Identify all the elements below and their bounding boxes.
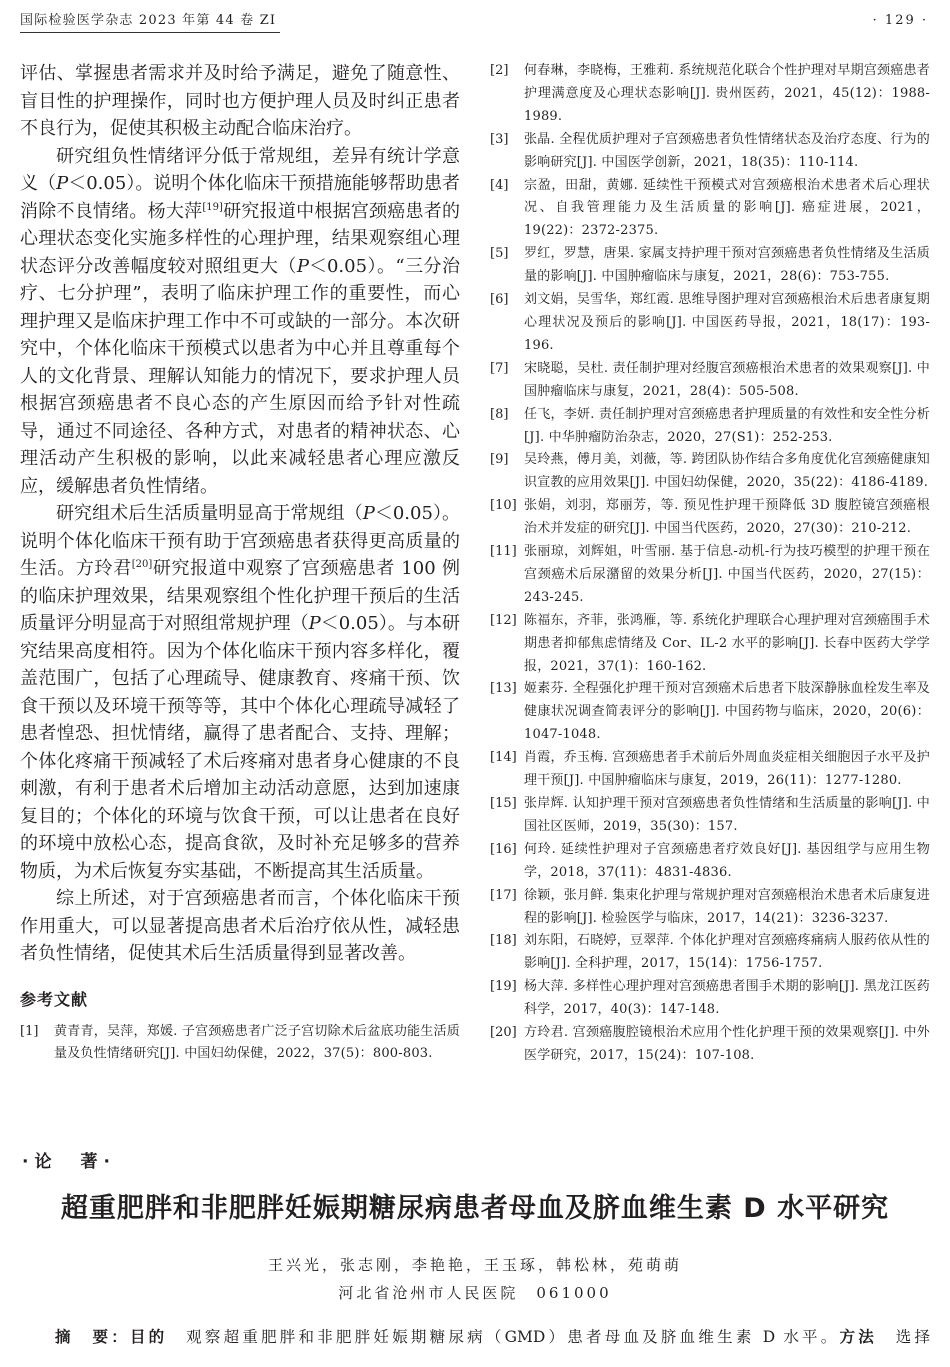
reference-text: 方玲君. 宫颈癌腹腔镜根治术应用个性化护理干预的效果观察[J]. 中外医学研究，2017，15(24)：107-108.	[524, 1025, 930, 1063]
p-value-symbol: P	[308, 613, 321, 634]
reference-text: 黄青青，吴萍，郑媛. 子宫颈癌患者广泛子宫切除术后盆底功能生活质量及负性情绪研究[J]. 中国妇幼保健，2022，37(5)：800-803.	[54, 1023, 460, 1062]
reference-number: [7]	[490, 360, 509, 376]
reference-text: 罗红，罗慧，唐果. 家属支持护理干预对宫颈癌患者负性情绪及生活质量的影响[J]. 中国肿瘤临床与康复，2021，28(6)：753-755.	[524, 246, 930, 285]
body-paragraph-4: 综上所述，对于宫颈癌患者而言，个体化临床干预作用重大，可以显著提高患者术后治疗依从性，减轻患者负性情绪，促使其术后生活质量得到显著改善。	[20, 888, 460, 964]
text-segment: ＜0.05）。与本研究结果高度相符。因为个体化临床干预内容多样化，覆盖范围广，包括了心理疏导、健康教育、疼痛干预、饮食干预以及环境干预等等，其中个体化心理疏导减轻了患者惶恐、担忧情绪，赢得了患者配合、支持、理解；个体化疼痛干预减轻了术后疼痛对患者身心健康的不良刺激，有利于患者术后增加主动活动意愿，达到加速康复目的；个体化的环境与饮食干预，可以让患者在良好的环境中放松心态，提高食欲，及时补充足够多的营养物质，为术后恢复夯实基础，不断提高其生活质量。	[20, 613, 460, 882]
reference-text: 宗盈，田甜，黄娜. 延续性干预模式对宫颈癌根治术患者术后心理状况、自我管理能力及生活质量的影响[J]. 癌症进展，2021，19(22)：2372-2375.	[524, 177, 930, 239]
body-paragraph-3	[20, 500, 460, 885]
reference-item	[490, 610, 930, 679]
p-value-symbol: P	[362, 503, 375, 524]
references-heading: 参考文献	[20, 989, 89, 1009]
reference-text: 张岸辉. 认知护理干预对宫颈癌患者负性情绪和生活质量的影响[J]. 中国社区医师，2019，35(30)：157.	[524, 796, 930, 834]
reference-number: [5]	[490, 246, 509, 262]
article-abstract	[55, 1324, 930, 1350]
reference-number: [9]	[490, 452, 509, 468]
body-paragraph-1: 评估、掌握患者需求并及时给予满足，避免了随意性、盲目性的护理操作，同时也方便护理人员及时纠正患者不良行为，促使其积极主动配合临床治疗。	[20, 63, 460, 139]
reference-number: [13]	[490, 681, 517, 697]
reference-text: 杨大萍. 多样性心理护理对宫颈癌患者围手术期的影响[J]. 黑龙江医药科学，2017，40(3)：147-148.	[524, 979, 930, 1018]
reference-number: [1]	[20, 1023, 39, 1039]
reference-text: 宋晓聪，吴杜. 责任制护理对经腹宫颈癌根治术患者的效果观察[J]. 中国肿瘤临床与康复，2021，28(4)：505-508.	[524, 360, 930, 399]
reference-number: [8]	[490, 406, 509, 422]
text-segment: ＜0.05）。“三分治疗、七分护理”，表明了临床护理工作的重要性，而心理护理又是临床护理工作中不可或缺的一部分。本次研究中，个体化临床干预模式以患者为中心并且尊重每个人的文化背景、理解认知能力的情况下，要求护理人员根据宫颈癌患者不良心态的产生原因而给予针对性疏导，通过不同途径、各种方式，对患者的精神状态、心理活动产生积极的影响，以此来减轻患者心理应激反应，缓解患者负性情绪。	[20, 255, 460, 497]
reference-item	[490, 60, 930, 129]
reference-item	[490, 1022, 930, 1068]
article-title: 超重肥胖和非肥胖妊娠期糖尿病患者母血及脐血维生素 D 水平研究	[60, 1193, 890, 1224]
reference-text: 刘东阳，石晓婷，豆翠萍. 个体化护理对宫颈癌疼痛病人服药依从性的影响[J]. 全科护理，2017，15(14)：1756-1757.	[524, 933, 930, 972]
reference-item	[490, 678, 930, 747]
reference-number: [2]	[490, 63, 509, 78]
p-value-symbol: P	[56, 173, 69, 194]
reference-number: [4]	[490, 177, 509, 193]
text-segment: 研究组术后生活质量明显高于常规组（	[56, 503, 363, 524]
reference-number: [12]	[490, 612, 517, 628]
reference-text: 张丽琼，刘辉姐，叶雪丽. 基于信息-动机-行为技巧模型的护理干预在宫颈癌术后尿潴留的效果分析[J]. 中国当代医药，2020，27(15)：243-245.	[524, 544, 930, 605]
reference-text: 何玲. 延续性护理对子宫颈癌患者疗效良好[J]. 基因组学与应用生物学，2018，37(11)：4831-4836.	[524, 841, 930, 880]
reference-item	[490, 358, 930, 404]
article-authors: 王兴光，张志刚，李艳艳，王玉琢，韩松林，苑萌萌	[267, 1256, 682, 1274]
reference-text: 陈福东，齐菲，张鸿雁，等. 系统化护理联合心理护理对宫颈癌围手术期患者抑郁焦虑情绪及 Cor、IL-2 水平的影响[J]. 长春中医药大学学报，2021，37(1)：160-162.	[524, 612, 930, 674]
article-section-label: ·论 著·	[22, 1152, 116, 1172]
reference-number: [17]	[490, 887, 517, 903]
left-column	[20, 60, 460, 1148]
reference-item	[490, 793, 930, 839]
text-segment: ＜0.05）。说明个体化临床干预有助于宫颈癌患者获得更高质量的生活。方玲君	[20, 503, 460, 579]
reference-item	[490, 129, 930, 175]
reference-item	[490, 976, 930, 1022]
reference-item	[20, 1021, 460, 1067]
reference-text: 刘文娟，吴雪华，郑红霞. 思维导图护理对宫颈癌根治术后患者康复期心理状况及预后的影响[J]. 中国医药导报，2021，18(17)：193-196.	[524, 292, 930, 353]
citation-superscript: [19]	[202, 201, 223, 213]
reference-item	[490, 885, 930, 931]
reference-number: [18]	[490, 933, 517, 949]
journal-running-header: 国际检验医学杂志 2023 年第 44 卷 ZⅠ	[20, 12, 280, 33]
reference-item	[490, 175, 930, 244]
reference-item	[490, 449, 930, 495]
text-segment: 研究报道中根据宫颈癌患者的心理状态变化实施多样性的心理护理，结果观察组心理状态评分改善幅度较对照组更大（	[20, 200, 460, 277]
reference-text: 徐颖，张月鲜. 集束化护理与常规护理对宫颈癌根治术患者术后康复进程的影响[J]. 检验医学与临床，2017，14(21)：3236-3237.	[524, 887, 930, 926]
abstract-label: 摘 要：	[55, 1328, 130, 1346]
reference-number: [11]	[490, 544, 517, 560]
body-paragraph-2	[20, 143, 460, 501]
reference-item	[490, 930, 930, 976]
p-value-symbol: P	[296, 255, 309, 277]
reference-text: 任飞，李妍. 责任制护理对宫颈癌患者护理质量的有效性和安全性分析[J]. 中华肿瘤防治杂志，2020，27(S1)：252-253.	[524, 406, 930, 445]
right-column-references	[490, 60, 930, 1142]
abstract-objective-text: 观察超重肥胖和非肥胖妊娠期糖尿病（GMD）患者母血及脐血维生素 D 水平。	[167, 1328, 840, 1346]
reference-number: [19]	[490, 979, 517, 995]
abstract-objective-label: 目的	[129, 1328, 168, 1346]
article-affiliation: 河北省沧州市人民医院 061000	[338, 1284, 612, 1302]
reference-item	[490, 243, 930, 289]
abstract-methods-text: 选择	[876, 1328, 930, 1346]
reference-item	[490, 289, 930, 358]
reference-number: [6]	[490, 292, 509, 308]
text-segment: 研究报道中观察了宫颈癌患者 100 例的临床护理效果，结果观察组个性化护理干预后的生活质量评分明显高于对照组常规护理（	[20, 558, 460, 634]
reference-number: [3]	[490, 131, 509, 147]
abstract-methods-label: 方法	[839, 1328, 877, 1346]
reference-text: 姬素芬. 全程强化护理干预对宫颈癌术后患者下肢深静脉血栓发生率及健康状况调查简表评分的影响[J]. 中国药物与临床，2020，20(6)：1047-1048.	[524, 681, 930, 743]
reference-item	[490, 404, 930, 450]
reference-number: [15]	[490, 796, 517, 811]
reference-item	[490, 839, 930, 885]
text-segment: 研究组负性情绪评分低于常规组，差异有统计学意义（	[20, 145, 460, 194]
reference-item	[490, 541, 930, 610]
page-number: · 129 ·	[872, 13, 928, 28]
reference-number: [20]	[490, 1025, 517, 1041]
reference-text: 张娟，刘羽，郑丽芳，等. 预见性护理干预降低 3D 腹腔镜宫颈癌根治术并发症的研究[J]. 中国当代医药，2020，27(30)：210-212.	[524, 498, 930, 537]
reference-text: 肖霞，乔玉梅. 宫颈癌患者手术前后外周血炎症相关细胞因子水平及护理干预[J]. 中国肿瘤临床与康复，2019，26(11)：1277-1280.	[524, 750, 930, 789]
reference-number: [10]	[490, 498, 517, 514]
citation-superscript: [20]	[131, 559, 153, 570]
reference-text: 张晶. 全程优质护理对子宫颈癌患者负性情绪状态及治疗态度、行为的影响研究[J]. 中国医学创新，2021，18(35)：110-114.	[524, 131, 930, 170]
reference-number: [14]	[490, 750, 517, 766]
reference-item	[490, 747, 930, 793]
reference-item	[490, 495, 930, 541]
reference-text: 吴玲燕，傅月美，刘薇，等. 跨团队协作结合多角度优化宫颈癌健康知识宣教的应用效果[J]. 中国妇幼保健，2020，35(22)：4186-4189.	[524, 452, 930, 491]
text-segment: ＜0.05）。说明个体化临床干预措施能够帮助患者消除不良情绪。杨大萍	[20, 173, 460, 222]
reference-number: [16]	[490, 841, 517, 857]
reference-text: 何春琳，李晓梅，王雅莉. 系统规范化联合个性护理对早期宫颈癌患者护理满意度及心理状态影响[J]. 贵州医药，2021，45(12)：1988-1989.	[524, 63, 930, 124]
